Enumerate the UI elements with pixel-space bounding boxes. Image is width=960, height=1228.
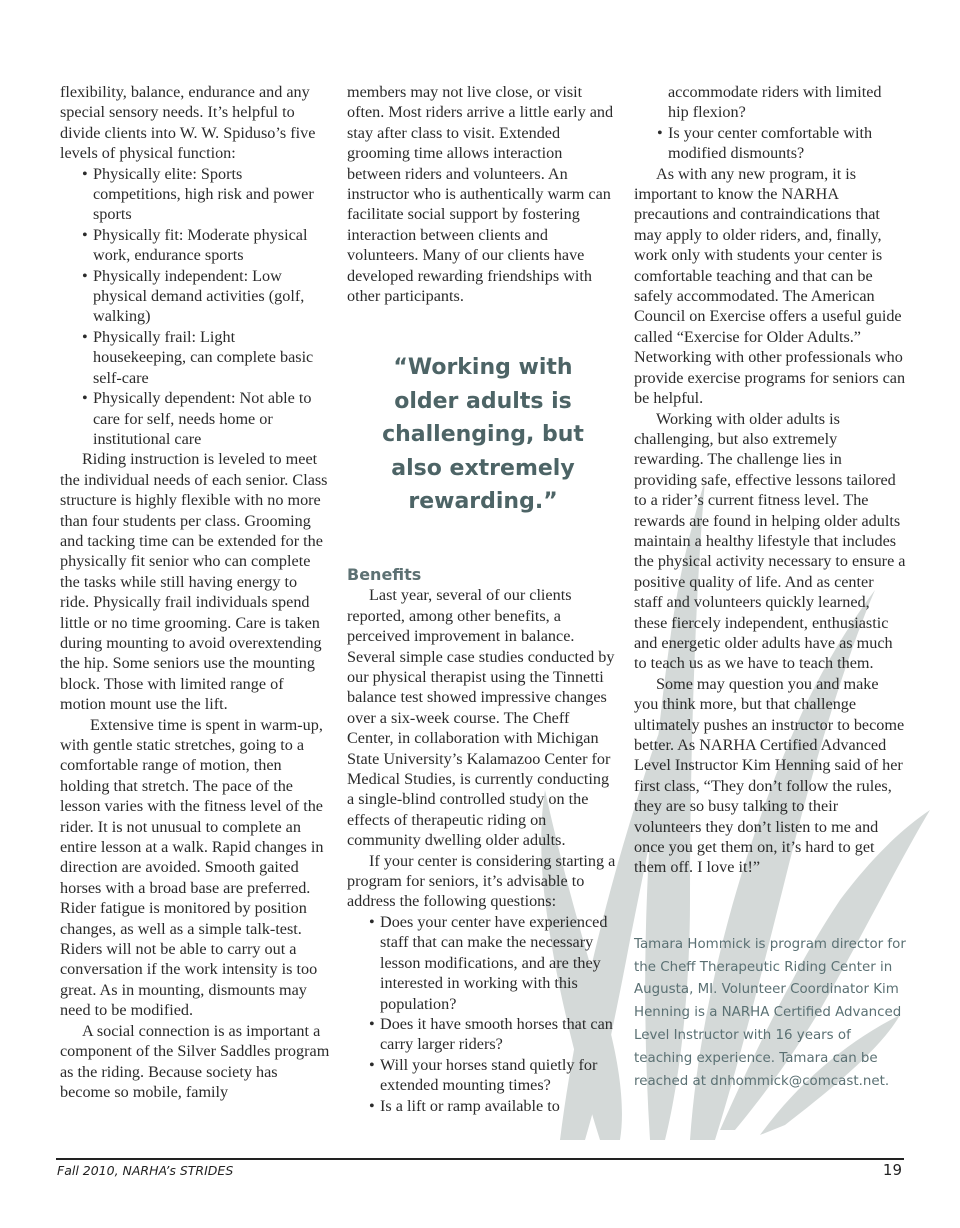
page-number: 19 xyxy=(882,1161,902,1179)
list-item: • Is a lift or ramp available to xyxy=(347,1096,619,1116)
pull-quote: “Working with older adults is challenging, but also extremely rewarding.” xyxy=(382,355,584,515)
paragraph-rewarding: Working with older adults is challenging, but also extremely rewarding. The challenge lies in providing safe, effective lessons tailored to a rider’s current fitness level. The rewards are found in helping older adults maintain a healthy lifestyle that includes the physical activity necessary to ensure a positive quality of life. And as center staff and volunteers quickly learned, these fiercely independent, enthusiastic and energetic older adults have as much to teach us as we have to teach them. xyxy=(634,409,906,673)
column-3 xyxy=(634,82,906,1093)
list-item: • Physically frail: Light housekeeping, can complete basic self-care xyxy=(60,327,330,388)
column-2 xyxy=(347,82,619,1116)
list-item: • Physically fit: Moderate physical work, endurance sports xyxy=(60,225,330,266)
paragraph-benefits: Last year, several of our clients reported, among other benefits, a perceived improvement in balance. Several simple case studies conducted by our physical therapist using the Tinnetti balance test showed impressive changes over a six-week course. The Cheff Center, in collaboration with Michigan State University’s Kalamazoo Center for Medical Studies, is currently conducting a single-blind controlled study on the effects of therapeutic riding on community dwelling older adults. xyxy=(347,586,615,850)
list-item: • Physically dependent: Not able to care for self, needs home or institutional care xyxy=(60,388,330,449)
paragraph-continued: members may not live close, or visit often. Most riders arrive a little early and stay after class to visit. Extended grooming time allows interaction between riders and volunteers. An instructor who is authentically warm can facilitate social support by fostering interaction between clients and volunteers. Many of our clients have developed rewarding friendships with other participants. xyxy=(347,83,614,306)
questions-list xyxy=(347,912,619,1116)
function-levels-list xyxy=(60,164,330,450)
footer-publication: Fall 2010, NARHA’s STRIDES xyxy=(57,1163,234,1178)
paragraph-new-program: As with any new program, it is important to know the NARHA precautions and contraindications that may apply to older riders, and, finally, work only with students your center is comfortable teaching and that can be safely accommodated. The American Council on Exercise offers a useful guide called “Exercise for Older Adults.” Networking with other professionals who provide exercise programs for seniors can be helpful. xyxy=(634,164,906,408)
paragraph-warmup: Extensive time is spent in warm-up, with gentle static stretches, going to a comfortable range of motion, then holding that stretch. The pace of the lesson varies with the fitness level of the rider. It is not unusual to complete an entire lesson at a walk. Rapid changes in direction are avoided. Smooth gaited horses with a broad base are preferred. Rider fatigue is monitored by position changes, as well as a simple talk-test. Riders will not be able to carry out a conversation if the work intensity is too great. As in mounting, dismounts may need to be modified. xyxy=(60,715,324,1020)
list-item-continued: accommodate riders with limited hip flexion? xyxy=(668,83,882,122)
footer-divider xyxy=(56,1158,904,1160)
list-item: • Does your center have experienced staff that can make the necessary lesson modifications, and are they interested in working with this population? xyxy=(347,912,619,1014)
benefits-heading: Benefits xyxy=(347,564,422,584)
questions-list-continued xyxy=(634,82,906,164)
list-item: • Does it have smooth horses that can carry larger riders? xyxy=(347,1014,619,1055)
list-item: • Physically elite: Sports competitions, high risk and power sports xyxy=(60,164,330,225)
paragraph-instruction: Riding instruction is leveled to meet the individual needs of each senior. Class structure is highly flexible with no more than four students per class. Grooming and tacking time can be extended for the physically fit senior who can complete the tasks while still having energy to ride. Physically frail individuals spend little or no time grooming. Care is taken during mounting to avoid overextending the hip. Some seniors use the mounting block. Those with limited range of motion mount use the lift. xyxy=(60,450,328,714)
list-item: • Is your center comfortable with modified dismounts? xyxy=(634,123,906,164)
list-item: • Physically independent: Low physical demand activities (golf, walking) xyxy=(60,266,330,327)
paragraph-question-you: Some may question you and make you think more, but that challenge ultimately pushes an instructor to become better. As NARHA Certified Advanced Level Instructor Kim Henning said of her first class, “They don’t follow the rules, they are so busy talking to their volunteers they don’t listen to me and once you get them on, it’s hard to get them off. I love it!” xyxy=(634,674,905,877)
paragraph-questions-intro: If your center is considering starting a program for seniors, it’s advisable to address the following questions: xyxy=(347,851,616,911)
paragraph-intro: flexibility, balance, endurance and any special sensory needs. It’s helpful to divide clients into W. W. Spiduso’s five levels of physical function: xyxy=(60,83,316,163)
list-item: • Will your horses stand quietly for extended mounting times? xyxy=(347,1055,619,1096)
paragraph-social: A social connection is as important a component of the Silver Saddles program as the riding. Because society has become so mobile, family xyxy=(60,1021,330,1101)
column-1 xyxy=(60,82,330,1102)
author-bio: Tamara Hommick is program director for the Cheff Therapeutic Riding Center in Augusta, MI. Volunteer Coordinator Kim Henning is a NARHA Certified Advanced Level Instructor with 16 years of teaching experience. Tamara can be reached at dnhommick@comcast.net. xyxy=(634,936,906,1089)
